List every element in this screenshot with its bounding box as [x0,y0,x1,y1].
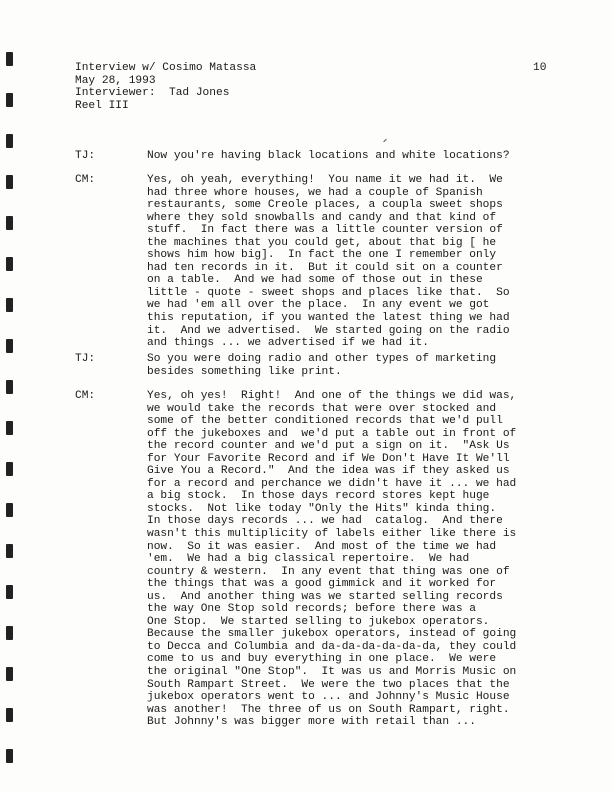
interview-title: Interview w/ Cosimo Matassa [75,62,257,74]
speaker-label: CM: [75,174,96,186]
binder-hole [6,93,13,107]
text-line: a big stock. In those days record stores kept huge [147,490,490,503]
reel-label: Reel III [75,99,129,112]
binder-hole [6,544,13,558]
binder-hole [6,667,13,681]
text-line: stuff. In fact there was a little counter version of [147,224,503,237]
text-line: jukebox operators went to ... and Johnny's Music House [147,691,510,704]
transcript-paragraph [147,174,587,350]
transcript-paragraph [147,390,587,729]
binder-hole [6,339,13,353]
text-line: little - quote - sweet shops and places like that. So [147,286,510,299]
binder-hole [6,257,13,271]
text-line: was another! The three of us on South Rampart, right. [147,703,510,716]
speaker-label: TJ: [75,150,96,162]
text-line: the original "One Stop". It was us and Morris Music on [147,666,517,679]
text-line: for Your Favorite Record and if We Don't Have It We'll [147,452,510,465]
binder-hole [6,626,13,640]
binder-hole [6,52,13,66]
binder-hole [6,503,13,517]
interview-date: May 28, 1993 [75,74,156,87]
pen-mark [383,139,387,143]
text-line: some of the better conditioned records that we'd pull [147,415,503,428]
text-line: and things ... we advertised if we had it. [147,337,429,350]
binder-hole [6,216,13,230]
text-line: come to us and buy everything in one place. We were [147,653,497,666]
text-line: we had 'em all over the place. In any event we got [147,299,490,312]
speaker-label: CM: [75,390,96,402]
text-line: to Decca and Columbia and da-da-da-da-da-da, they could [147,640,517,653]
text-line: besides something like print. [147,365,342,378]
page-number: 10 [533,62,547,74]
binder-hole [6,380,13,394]
binder-hole [6,175,13,189]
text-line: the way One Stop sold records; before there was a [147,603,476,616]
text-line: off the jukeboxes and we'd put a table out in front of [147,427,517,440]
text-line: for a record and perchance we didn't have it ... we had [147,477,517,490]
text-line: us. And another thing was we started selling records [147,590,503,603]
text-line: it. And we advertised. We started going on the radio [147,324,510,337]
text-line: One Stop. We started selling to jukebox operators. [147,615,490,628]
text-line: Because the smaller jukebox operators, instead of going [147,628,517,641]
text-line: restaurants, some Creole places, a coupla sweet shops [147,199,503,212]
text-line: had three whore houses, we had a couple of Spanish [147,186,483,199]
text-line: South Rampart Street. We were the two places that the [147,678,510,691]
text-line: So you were doing radio and other types of marketing [147,353,497,365]
text-line: Yes, oh yes! Right! And one of the things we did was, [147,390,517,402]
text-line: the machines that you could get, about that big [ he [147,236,497,249]
text-line: Now you're having black locations and white locations? [147,150,510,162]
binder-hole [6,134,13,148]
binder-hole [6,421,13,435]
binder-hole [6,462,13,476]
text-line: on a table. And we had some of those out in these [147,274,483,287]
text-line: country & western. In any event that thing was one of [147,565,510,578]
text-line: the record counter and we'd put a sign on it. "Ask Us [147,440,510,453]
interviewer-line: Interviewer: Tad Jones [75,87,230,100]
binder-hole [6,749,13,763]
binder-hole [6,298,13,312]
text-line: stocks. Not like today "Only the Hits" kinda thing. [147,502,497,515]
text-line: now. So it was easier. And most of the time we had [147,540,497,553]
interview-header [75,62,256,112]
text-line: Give You a Record." And the idea was if they asked us [147,465,510,478]
transcript-paragraph [147,150,587,163]
speaker-label: TJ: [75,353,96,365]
text-line: Yes, oh yeah, everything! You name it we had it. We [147,174,503,186]
text-line: 'em. We had a big classical repertoire. We had [147,553,470,566]
text-line: this reputation, if you wanted the latest thing we had [147,312,510,325]
transcript-paragraph [147,353,587,378]
text-line: But Johnny's was bigger more with retail than ... [147,716,476,729]
text-line: we would take the records that were over stocked and [147,402,497,415]
text-line: where they sold snowballs and candy and that kind of [147,211,497,224]
text-line: shows him how big]. In fact the one I remember only [147,249,497,262]
text-line: had ten records in it. But it could sit on a counter [147,261,503,274]
text-line: In those days records ... we had catalog. And there [147,515,503,528]
binder-hole [6,708,13,722]
text-line: wasn't this multiplicity of labels either like there is [147,528,517,541]
binder-hole [6,585,13,599]
text-line: the things that was a good gimmick and it worked for [147,578,497,591]
binder-holes [3,0,17,792]
